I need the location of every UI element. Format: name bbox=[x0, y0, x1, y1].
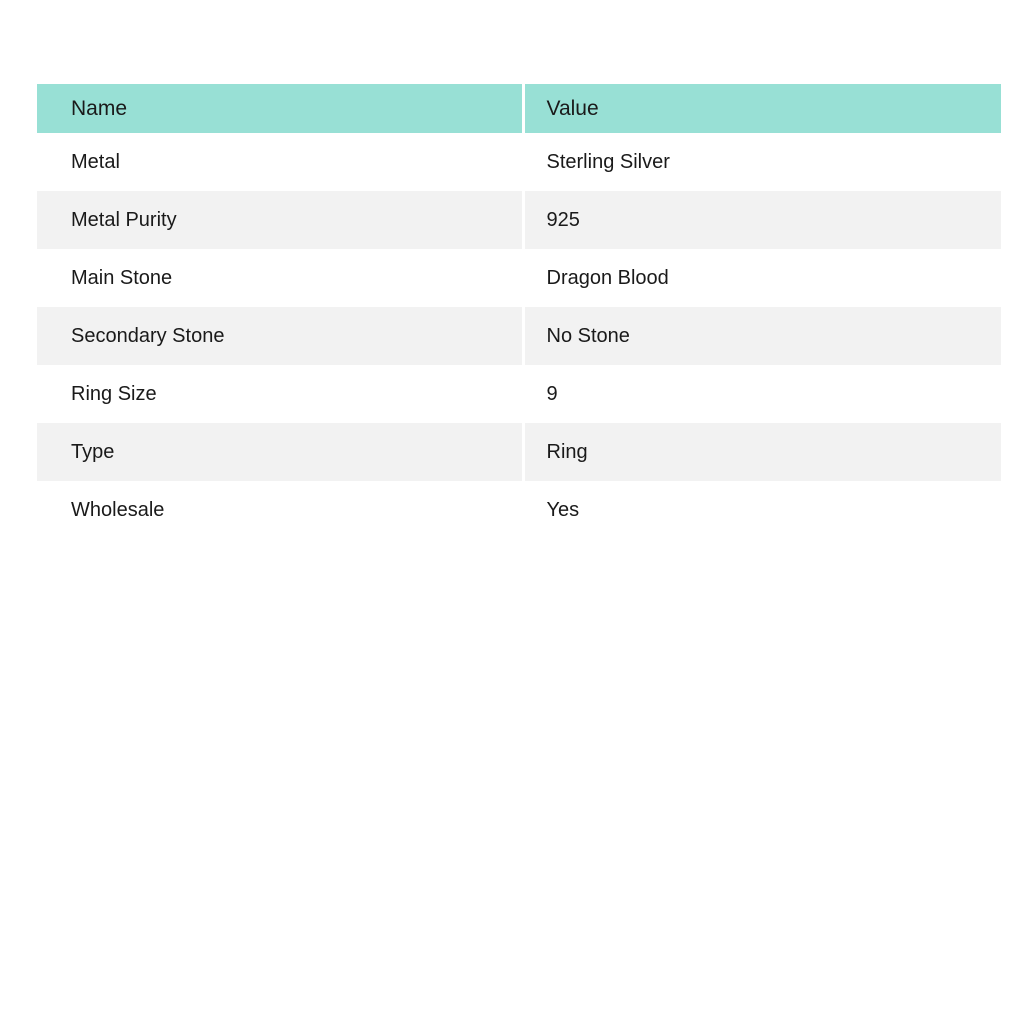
column-header-name: Name bbox=[37, 84, 523, 133]
row-label-cell: Metal Purity bbox=[37, 191, 523, 249]
row-value-cell: 925 bbox=[523, 191, 1001, 249]
row-value-cell: Sterling Silver bbox=[523, 133, 1001, 191]
table-row bbox=[37, 481, 1001, 539]
column-header-value: Value bbox=[523, 84, 1001, 133]
table-row bbox=[37, 365, 1001, 423]
row-value-cell: No Stone bbox=[523, 307, 1001, 365]
table-header-row bbox=[37, 84, 1001, 133]
row-label-cell: Type bbox=[37, 423, 523, 481]
table-row bbox=[37, 191, 1001, 249]
table-row bbox=[37, 133, 1001, 191]
row-value-cell: Dragon Blood bbox=[523, 249, 1001, 307]
attribute-table bbox=[37, 84, 1001, 539]
table-row bbox=[37, 249, 1001, 307]
table-row bbox=[37, 423, 1001, 481]
row-value-cell: Yes bbox=[523, 481, 1001, 539]
row-label-cell: Metal bbox=[37, 133, 523, 191]
row-label-cell: Secondary Stone bbox=[37, 307, 523, 365]
row-label-cell: Ring Size bbox=[37, 365, 523, 423]
table-row bbox=[37, 307, 1001, 365]
row-label-cell: Main Stone bbox=[37, 249, 523, 307]
row-value-cell: Ring bbox=[523, 423, 1001, 481]
row-label-cell: Wholesale bbox=[37, 481, 523, 539]
row-value-cell: 9 bbox=[523, 365, 1001, 423]
